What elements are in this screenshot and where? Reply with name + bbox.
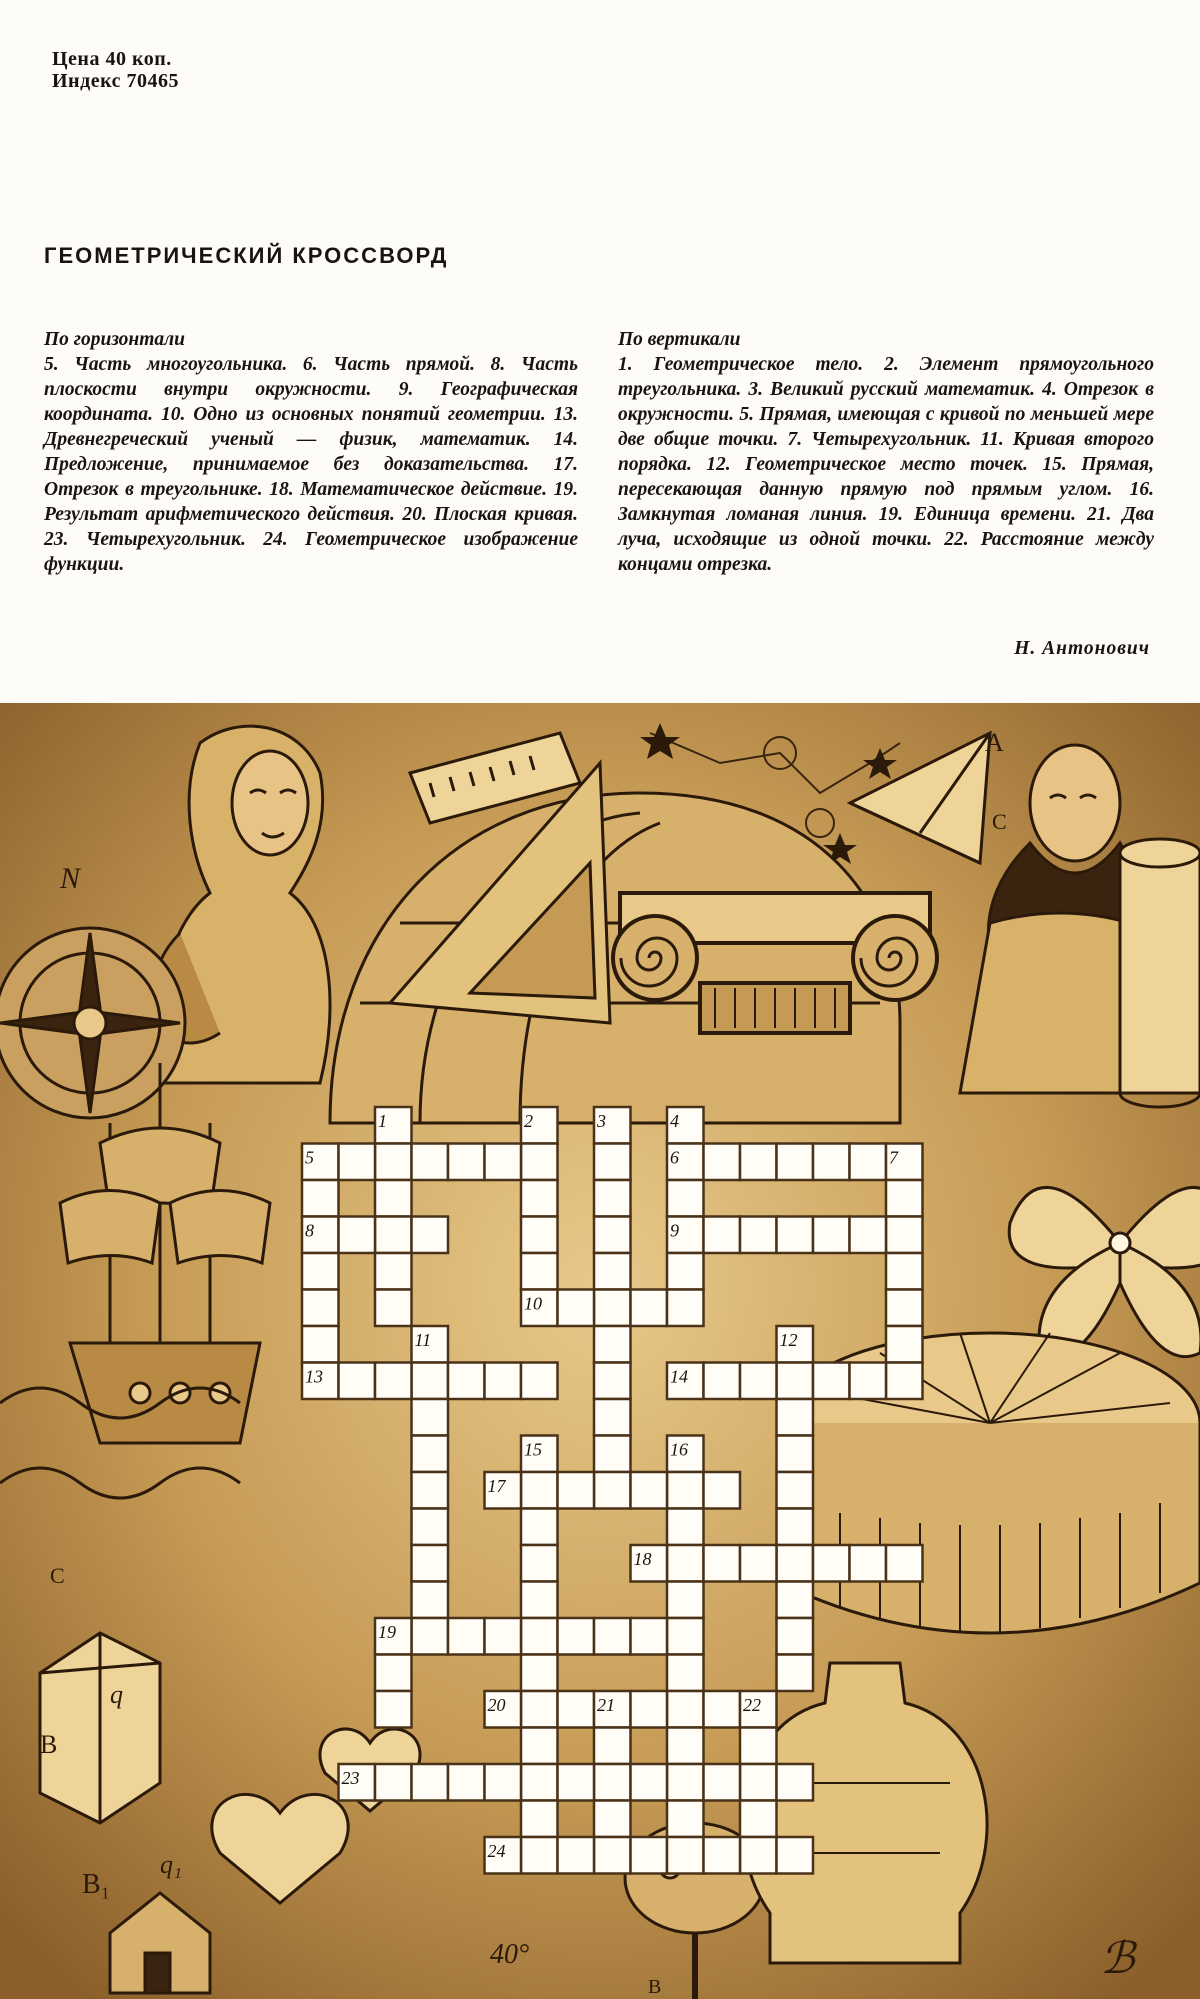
- crossword-cell[interactable]: [631, 1837, 668, 1874]
- crossword-cell[interactable]: [594, 1764, 631, 1801]
- crossword-cell[interactable]: [412, 1436, 449, 1473]
- vertex-b-label: B: [40, 1730, 58, 1759]
- crossword-cell[interactable]: [558, 1691, 595, 1728]
- crossword-cell[interactable]: [631, 1764, 668, 1801]
- crossword-cell[interactable]: [485, 1618, 522, 1655]
- crossword-cell[interactable]: [375, 1363, 412, 1400]
- vertex-b1-label: B₁: [82, 1869, 111, 1900]
- crossword-cell[interactable]: [558, 1290, 595, 1327]
- crossword-clue-number: 3: [597, 1111, 606, 1131]
- crossword-cell[interactable]: [813, 1217, 850, 1254]
- crossword-cell[interactable]: [631, 1618, 668, 1655]
- crossword-cell[interactable]: [448, 1764, 485, 1801]
- vertex-a-label: A: [985, 728, 1004, 757]
- compass-north-label: N: [60, 862, 81, 895]
- crossword-clue-number: 15: [524, 1439, 542, 1460]
- crossword-cell[interactable]: [740, 1801, 777, 1838]
- crossword-cell[interactable]: [667, 1509, 704, 1546]
- crossword-cell[interactable]: [375, 1655, 412, 1692]
- crossword-cell[interactable]: [594, 1436, 631, 1473]
- prism-icon: [40, 1633, 160, 1823]
- crossword-cell[interactable]: [777, 1837, 814, 1874]
- crossword-illustration: [0, 703, 1200, 1999]
- crossword-cell[interactable]: [521, 1618, 558, 1655]
- crossword-clue-number: 4: [670, 1111, 679, 1131]
- crossword-cell[interactable]: [521, 1217, 558, 1254]
- crossword-cell[interactable]: [412, 1618, 449, 1655]
- crossword-cell[interactable]: [813, 1144, 850, 1181]
- crossword-cell[interactable]: [521, 1691, 558, 1728]
- crossword-cell[interactable]: [375, 1290, 412, 1327]
- crossword-cell[interactable]: [375, 1691, 412, 1728]
- crossword-cell[interactable]: [704, 1472, 741, 1509]
- crossword-cell[interactable]: [412, 1217, 449, 1254]
- crossword-cell[interactable]: [594, 1363, 631, 1400]
- crossword-cell[interactable]: [521, 1655, 558, 1692]
- crossword-cell[interactable]: [521, 1837, 558, 1874]
- crossword-cell[interactable]: [594, 1180, 631, 1217]
- crossword-cell[interactable]: [521, 1509, 558, 1546]
- crossword-cell[interactable]: [667, 1801, 704, 1838]
- crossword-cell[interactable]: [667, 1655, 704, 1692]
- crossword-cell[interactable]: [594, 1801, 631, 1838]
- crossword-cell[interactable]: [558, 1837, 595, 1874]
- horizontal-clues-text: 5. Часть многоугольника. 6. Часть прямой. 8. Часть плоскости внутри окружности. 9. Географическая координата. 10. Одно из основных понятий геометрии. 13. Древнегреческий ученый — физик, математик. 14. Предложение, принимаемое без доказательства. 17. Отрезок в треугольнике. 18. Математическое действие. 19. Результат арифметического действия. 20. Плоская кривая. 23. Четырехугольник. 24. Геометрическое изображение функции.: [44, 354, 578, 575]
- crossword-cell[interactable]: [375, 1180, 412, 1217]
- crossword-cell[interactable]: [594, 1618, 631, 1655]
- crossword-cell[interactable]: [412, 1509, 449, 1546]
- crossword-cell[interactable]: [594, 1290, 631, 1327]
- crossword-cell[interactable]: [412, 1363, 449, 1400]
- crossword-cell[interactable]: [667, 1472, 704, 1509]
- crossword-cell[interactable]: [886, 1545, 923, 1582]
- crossword-cell[interactable]: [740, 1837, 777, 1874]
- crossword-clue-number: 24: [487, 1841, 506, 1861]
- crossword-cell[interactable]: [594, 1399, 631, 1436]
- crossword-cell[interactable]: [704, 1837, 741, 1874]
- vertical-heading: По вертикали: [618, 329, 741, 350]
- crossword-cell[interactable]: [777, 1472, 814, 1509]
- crossword-cell[interactable]: [339, 1217, 376, 1254]
- crossword-cell[interactable]: [521, 1801, 558, 1838]
- crossword-cell[interactable]: [886, 1363, 923, 1400]
- crossword-clue-number: 19: [378, 1622, 396, 1642]
- crossword-cell[interactable]: [886, 1217, 923, 1254]
- crossword-clue-number: 14: [670, 1366, 688, 1387]
- crossword-cell[interactable]: [667, 1545, 704, 1582]
- crossword-cell[interactable]: [777, 1363, 814, 1400]
- crossword-clue-number: 9: [670, 1220, 679, 1241]
- crossword-cell[interactable]: [740, 1764, 777, 1801]
- crossword-cell[interactable]: [375, 1217, 412, 1254]
- crossword-clue-number: 13: [305, 1366, 323, 1387]
- crossword-cell[interactable]: [412, 1472, 449, 1509]
- index-text: Индекс 70465: [52, 70, 179, 92]
- crossword-clue-number: 18: [633, 1549, 652, 1569]
- crossword-cell[interactable]: [302, 1180, 339, 1217]
- crossword-cell[interactable]: [521, 1582, 558, 1619]
- crossword-cell[interactable]: [594, 1472, 631, 1509]
- crossword-cell[interactable]: [558, 1618, 595, 1655]
- crossword-cell[interactable]: [485, 1764, 522, 1801]
- crossword-clue-number: 21: [597, 1695, 615, 1715]
- crossword-cell[interactable]: [485, 1144, 522, 1181]
- crossword-cell[interactable]: [667, 1728, 704, 1765]
- crossword-cell[interactable]: [521, 1545, 558, 1582]
- crossword-clue-number: 22: [743, 1695, 761, 1715]
- crossword-cell[interactable]: [777, 1144, 814, 1181]
- crossword-cell[interactable]: [631, 1472, 668, 1509]
- vertical-clues: [618, 327, 1154, 577]
- crossword-cell[interactable]: [777, 1655, 814, 1692]
- crossword-clue-number: 10: [524, 1293, 542, 1314]
- crossword-cell[interactable]: [886, 1326, 923, 1363]
- crossword-cell[interactable]: [339, 1363, 376, 1400]
- crossword-cell[interactable]: [558, 1472, 595, 1509]
- horizontal-heading: По горизонтали: [44, 329, 186, 350]
- crossword-cell[interactable]: [777, 1509, 814, 1546]
- price-text: Цена 40 коп.: [52, 48, 172, 70]
- crossword-cell[interactable]: [813, 1545, 850, 1582]
- crossword-clue-number: 11: [414, 1330, 432, 1350]
- crossword-cell[interactable]: [485, 1363, 522, 1400]
- crossword-cell[interactable]: [777, 1436, 814, 1473]
- crossword-cell[interactable]: [521, 1472, 558, 1509]
- crossword-cell[interactable]: [594, 1837, 631, 1874]
- crossword-cell[interactable]: [777, 1582, 814, 1619]
- crossword-cell[interactable]: [777, 1399, 814, 1436]
- crossword-cell[interactable]: [740, 1728, 777, 1765]
- angle-degrees-label: 40°: [490, 1939, 530, 1970]
- crossword-cell[interactable]: [667, 1253, 704, 1290]
- horizontal-clues: [44, 327, 578, 577]
- crossword-cell[interactable]: [667, 1618, 704, 1655]
- crossword-clue-number: 23: [341, 1768, 360, 1788]
- script-b-monogram: ℬ: [1100, 1934, 1135, 1983]
- crossword-cell[interactable]: [667, 1764, 704, 1801]
- crossword-cell[interactable]: [448, 1144, 485, 1181]
- crossword-cell[interactable]: [777, 1764, 814, 1801]
- price-block: [52, 48, 179, 92]
- crossword-cell[interactable]: [448, 1363, 485, 1400]
- crossword-cell[interactable]: [302, 1253, 339, 1290]
- crossword-cell[interactable]: [740, 1363, 777, 1400]
- crossword-cell[interactable]: [667, 1582, 704, 1619]
- crossword-cell[interactable]: [375, 1253, 412, 1290]
- crossword-clue-number: 7: [889, 1147, 898, 1168]
- crossword-cell[interactable]: [594, 1728, 631, 1765]
- crossword-cell[interactable]: [850, 1545, 887, 1582]
- crossword-cell[interactable]: [667, 1691, 704, 1728]
- crossword-cell[interactable]: [594, 1253, 631, 1290]
- crossword-cell[interactable]: [375, 1764, 412, 1801]
- crossword-cell[interactable]: [777, 1618, 814, 1655]
- crossword-clue-number: 1: [378, 1111, 387, 1131]
- crossword-cell[interactable]: [412, 1399, 449, 1436]
- vertex-c-left-label: C: [50, 1563, 65, 1588]
- crossword-cell[interactable]: [521, 1363, 558, 1400]
- crossword-cell[interactable]: [412, 1582, 449, 1619]
- crossword-cell[interactable]: [521, 1253, 558, 1290]
- crossword-cell[interactable]: [886, 1290, 923, 1327]
- crossword-cell[interactable]: [594, 1217, 631, 1254]
- page-title: ГЕОМЕТРИЧЕСКИЙ КРОССВОРД: [44, 243, 449, 268]
- crossword-clue-number: 6: [670, 1147, 679, 1168]
- cylinder-icon: [1120, 839, 1200, 1107]
- crossword-clue-number: 5: [305, 1147, 314, 1168]
- crossword-cell[interactable]: [448, 1618, 485, 1655]
- crossword-cell[interactable]: [558, 1764, 595, 1801]
- crossword-cell[interactable]: [412, 1545, 449, 1582]
- crossword-cell[interactable]: [704, 1545, 741, 1582]
- crossword-clue-number: 12: [779, 1330, 798, 1350]
- crossword-cell[interactable]: [704, 1217, 741, 1254]
- bottom-b-label: B: [648, 1976, 662, 1998]
- crossword-cell[interactable]: [302, 1326, 339, 1363]
- compass-rose-icon: [0, 928, 185, 1118]
- crossword-cell[interactable]: [740, 1545, 777, 1582]
- crossword-cell[interactable]: [740, 1217, 777, 1254]
- crossword-cell[interactable]: [704, 1144, 741, 1181]
- crossword-cell[interactable]: [412, 1764, 449, 1801]
- crossword-cell[interactable]: [594, 1144, 631, 1181]
- crossword-cell[interactable]: [704, 1363, 741, 1400]
- crossword-cell[interactable]: [339, 1144, 376, 1181]
- crossword-cell[interactable]: [704, 1691, 741, 1728]
- crossword-cell[interactable]: [813, 1363, 850, 1400]
- vertical-clues-text: 1. Геометрическое тело. 2. Элемент прямоугольного треугольника. 3. Великий русский математик. 4. Отрезок в окружности. 5. Прямая, имеющая с кривой по меньшей мере две общие точки. 7. Четырехугольник. 11. Кривая второго порядка. 12. Геометрическое место точек. 15. Прямая, пересекающая данную прямую под прямым углом. 16. Замкнутая ломаная линия. 19. Единица времени. 21. Два луча, исходящие из одной точки. 22. Расстояние между концами отрезка.: [618, 354, 1154, 575]
- crossword-cell[interactable]: [886, 1253, 923, 1290]
- vertex-q-label: q: [110, 1680, 123, 1709]
- crossword-cell[interactable]: [667, 1290, 704, 1327]
- vertex-c-label: C: [992, 809, 1007, 834]
- crossword-cell[interactable]: [667, 1837, 704, 1874]
- crossword-cell[interactable]: [631, 1691, 668, 1728]
- crossword-cell[interactable]: [412, 1144, 449, 1181]
- crossword-clue-number: 20: [487, 1695, 506, 1715]
- crossword-cell[interactable]: [521, 1180, 558, 1217]
- crossword-cell[interactable]: [704, 1764, 741, 1801]
- crossword-cell[interactable]: [594, 1326, 631, 1363]
- crossword-clue-number: 17: [487, 1476, 506, 1496]
- crossword-cell[interactable]: [850, 1217, 887, 1254]
- crossword-cell[interactable]: [777, 1217, 814, 1254]
- crossword-cell[interactable]: [521, 1764, 558, 1801]
- crossword-cell[interactable]: [375, 1144, 412, 1181]
- vertex-q1-label: q₁: [160, 1850, 183, 1879]
- crossword-clue-number: 16: [670, 1439, 688, 1460]
- crossword-cell[interactable]: [521, 1728, 558, 1765]
- crossword-cell[interactable]: [302, 1290, 339, 1327]
- author: Н. Антонович: [1014, 638, 1150, 659]
- crossword-cell[interactable]: [777, 1545, 814, 1582]
- crossword-clue-number: 8: [305, 1220, 314, 1241]
- crossword-cell[interactable]: [521, 1144, 558, 1181]
- crossword-cell[interactable]: [850, 1144, 887, 1181]
- crossword-clue-number: 2: [524, 1111, 533, 1131]
- crossword-cell[interactable]: [886, 1180, 923, 1217]
- crossword-cell[interactable]: [631, 1290, 668, 1327]
- crossword-cell[interactable]: [667, 1180, 704, 1217]
- crossword-cell[interactable]: [740, 1144, 777, 1181]
- crossword-cell[interactable]: [850, 1363, 887, 1400]
